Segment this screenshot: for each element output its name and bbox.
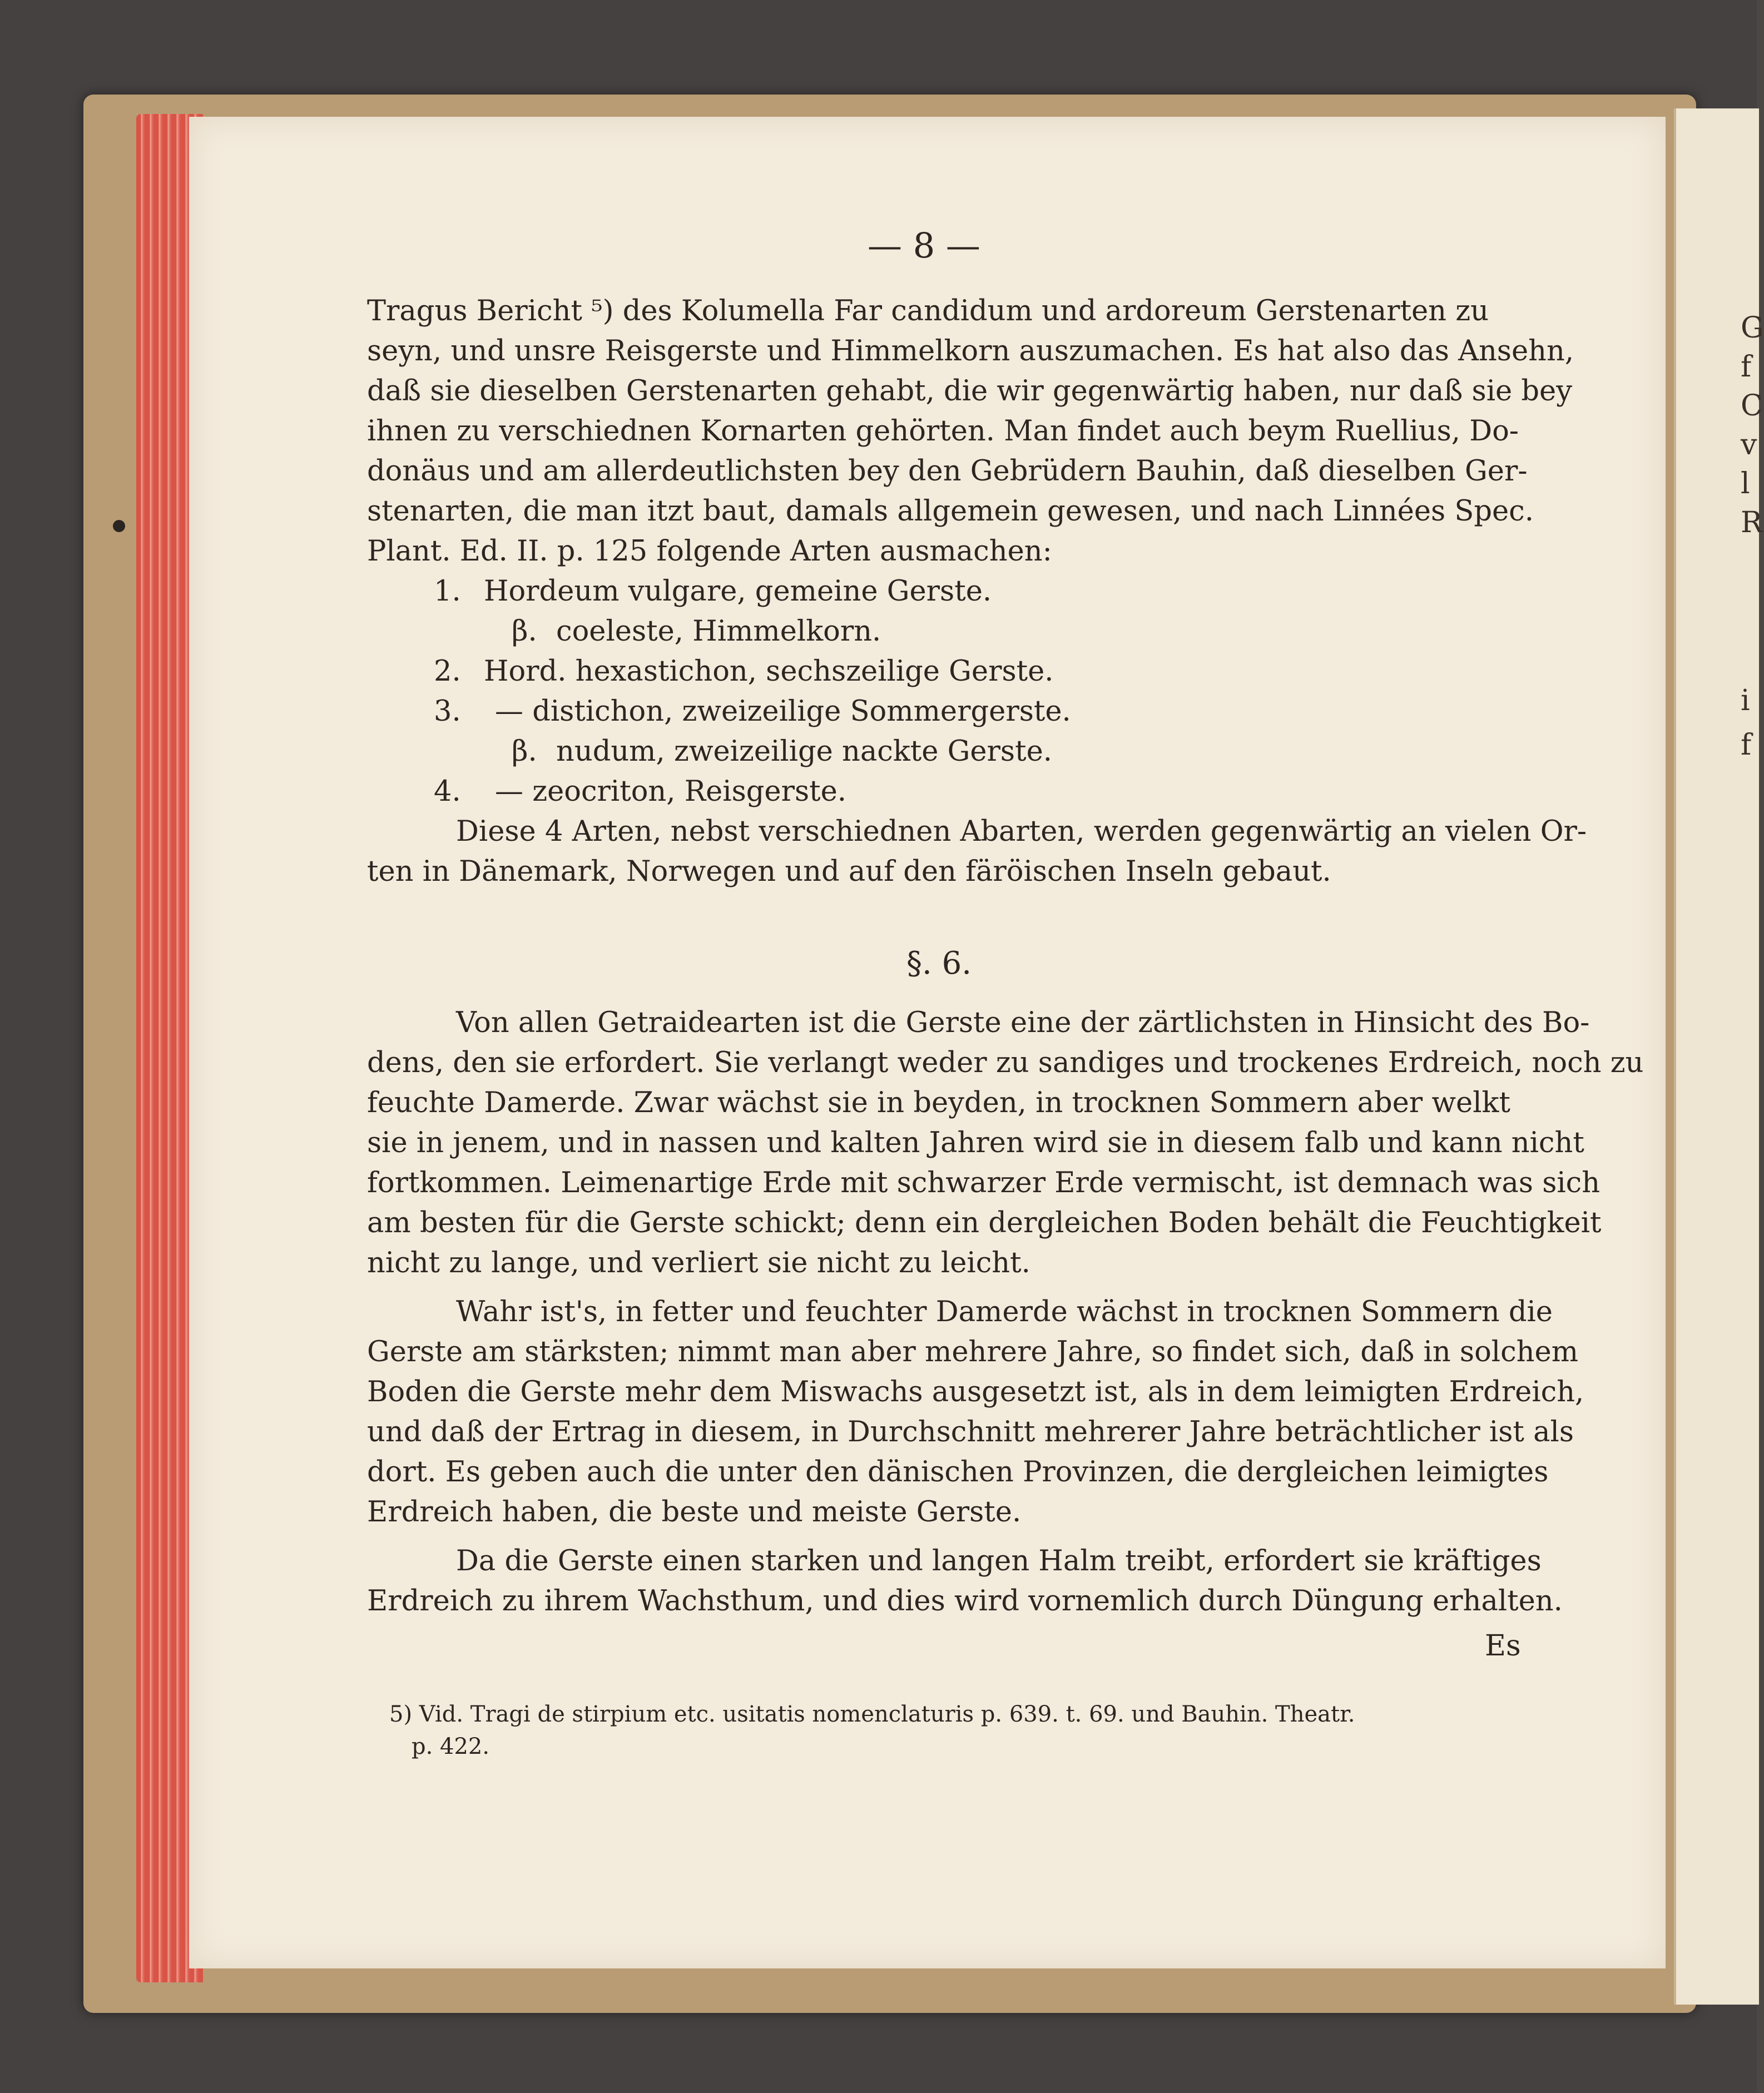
list-item: coeleste, Himmelkorn. xyxy=(556,615,881,648)
text-line: ten in Dänemark, Norwegen und auf den färöischen Inseln gebaut. xyxy=(367,855,1331,888)
list-number: β. xyxy=(512,615,537,648)
section-heading: §. 6. xyxy=(906,945,972,981)
binding-hole xyxy=(113,520,125,532)
text-line: dort. Es geben auch die unter den dänischen Provinzen, die dergleichen leimigtes xyxy=(367,1456,1549,1489)
facing-page-glyph: f xyxy=(1741,728,1752,762)
list-number: β. xyxy=(512,735,537,768)
text-line: nicht zu lange, und verliert sie nicht zu leicht. xyxy=(367,1247,1030,1279)
text-line: Gerste am stärksten; nimmt man aber mehrere Jahre, so findet sich, daß in solchem xyxy=(367,1336,1579,1368)
list-item: Hord. hexastichon, sechszeilige Gerste. xyxy=(484,655,1054,688)
text-line: donäus und am allerdeutlichsten bey den Gebrüdern Bauhin, daß dieselben Ger- xyxy=(367,455,1528,488)
facing-page-glyph: l xyxy=(1741,467,1750,500)
text-line: Tragus Bericht ⁵) des Kolumella Far candidum und ardoreum Gerstenarten zu xyxy=(367,295,1489,328)
text-line: Plant. Ed. II. p. 125 folgende Arten ausmachen: xyxy=(367,535,1052,568)
text-line: feuchte Damerde. Zwar wächst sie in beyden, in trocknen Sommern aber welkt xyxy=(367,1087,1510,1119)
list-item: — zeocriton, Reisgerste. xyxy=(495,775,847,808)
footnote-line: p. 422. xyxy=(412,1734,490,1759)
text-line: Diese 4 Arten, nebst verschiednen Abarten, werden gegenwärtig an vielen Or- xyxy=(456,815,1587,848)
text-line: ihnen zu verschiednen Kornarten gehörten. Man findet auch beym Ruellius, Do- xyxy=(367,415,1519,448)
facing-page-glyph: G xyxy=(1741,311,1764,345)
footnote-line: 5) Vid. Tragi de stirpium etc. usitatis nomenclaturis p. 639. t. 69. und Bauhin. Theatr. xyxy=(389,1702,1355,1727)
list-item: — distichon, zweizeilige Sommergerste. xyxy=(495,695,1071,728)
text-line: daß sie dieselben Gerstenarten gehabt, die wir gegenwärtig haben, nur daß sie bey xyxy=(367,375,1573,408)
list-number: 3. xyxy=(434,695,461,728)
text-line: Boden die Gerste mehr dem Miswachs ausgesetzt ist, als in dem leimigten Erdreich, xyxy=(367,1376,1584,1408)
text-line: dens, den sie erfordert. Sie verlangt weder zu sandiges und trockenes Erdreich, noch zu xyxy=(367,1046,1644,1079)
text-line: Erdreich zu ihrem Wachsthum, und dies wird vornemlich durch Düngung erhalten. xyxy=(367,1585,1563,1618)
facing-page-glyph: f xyxy=(1741,350,1752,384)
list-number: 2. xyxy=(434,655,461,688)
text-line: seyn, und unsre Reisgerste und Himmelkorn auszumachen. Es hat also das Ansehn, xyxy=(367,335,1574,368)
text-line: Da die Gerste einen starken und langen Halm treibt, erfordert sie kräftiges xyxy=(456,1545,1542,1578)
facing-page-glyph: v xyxy=(1741,428,1757,462)
text-line: Von allen Getraidearten ist die Gerste eine der zärtlichsten in Hinsicht des Bo- xyxy=(456,1006,1590,1039)
list-number: 4. xyxy=(434,775,461,808)
page-number: — 8 — xyxy=(868,225,980,266)
text-line: Erdreich haben, die beste und meiste Gerste. xyxy=(367,1496,1022,1529)
text-line: fortkommen. Leimenartige Erde mit schwarzer Erde vermischt, ist demnach was sich xyxy=(367,1167,1601,1199)
text-line: am besten für die Gerste schickt; denn ein dergleichen Boden behält die Feuchtigkeit xyxy=(367,1207,1602,1239)
list-item: Hordeum vulgare, gemeine Gerste. xyxy=(484,575,992,608)
list-item: nudum, zweizeilige nackte Gerste. xyxy=(556,735,1052,768)
text-line: und daß der Ertrag in diesem, in Durchschnitt mehrerer Jahre beträchtlicher ist als xyxy=(367,1416,1574,1449)
facing-page-glyph: C xyxy=(1741,389,1763,423)
text-line: sie in jenem, und in nassen und kalten Jahren wird sie in diesem falb und kann nicht xyxy=(367,1127,1584,1159)
list-number: 1. xyxy=(434,575,461,608)
catchword: Es xyxy=(1485,1629,1521,1663)
text-line: stenarten, die man itzt baut, damals allgemein gewesen, und nach Linnées Spec. xyxy=(367,495,1534,528)
facing-page-glyph: i xyxy=(1741,684,1750,717)
text-line: Wahr ist's, in fetter und feuchter Damerde wächst in trocknen Sommern die xyxy=(456,1296,1553,1328)
facing-page-glyph: R xyxy=(1741,506,1763,539)
